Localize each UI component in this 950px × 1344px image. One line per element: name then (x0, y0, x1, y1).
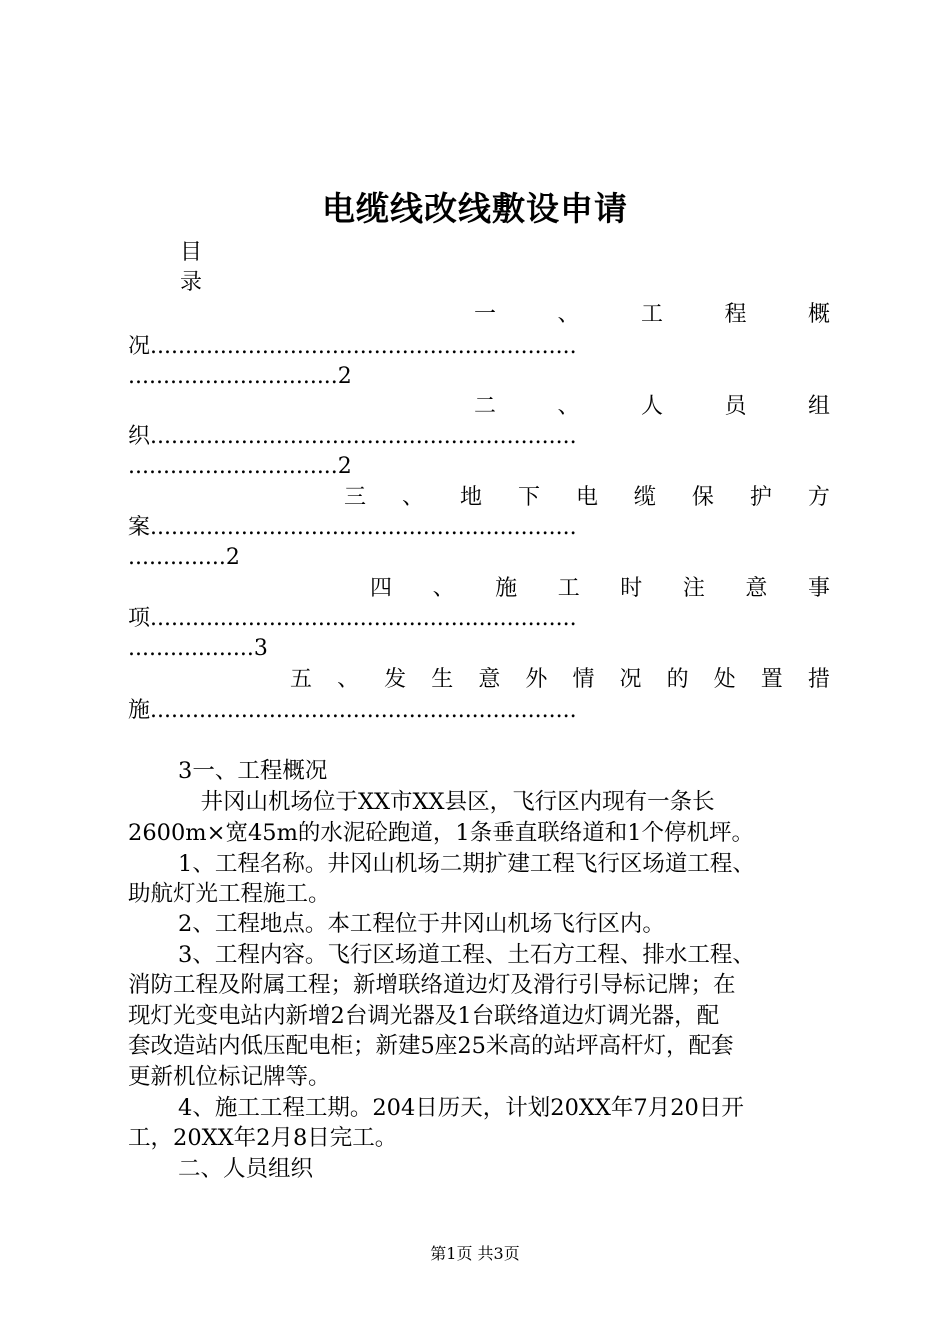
document-title: 电缆线改线敷设申请 (322, 189, 628, 228)
section-heading-2: 二、人员组织 (178, 1156, 314, 1182)
toc-entry-3-title: 三 、 地 下 电 缆 保 护 方 (344, 485, 830, 510)
toc-entry-2-title: 二 、 人 员 组 (474, 394, 830, 419)
toc-heading-line1: 目 (180, 240, 203, 265)
toc-entry-1-page: ..............................2 (128, 364, 352, 389)
body-line: 消防工程及附属工程；新增联络道边灯及滑行引导标记牌；在 (128, 972, 736, 998)
body-line: 助航灯光工程施工。 (128, 881, 331, 907)
body-line: 2、工程地点。本工程位于井冈山机场飞行区内。 (178, 911, 665, 937)
toc-entry-2-page: ..............................2 (128, 454, 352, 479)
toc-entry-4-leader: 项............................................................. (128, 606, 577, 631)
body-line: 1、工程名称。井冈山机场二期扩建工程飞行区场道工程、 (178, 851, 755, 877)
toc-entry-4-title: 四 、 施 工 时 注 意 事 (370, 576, 830, 601)
toc-heading-line2: 录 (180, 270, 203, 295)
toc-entry-1-leader: 况............................................................. (128, 334, 577, 359)
body-line: 2600m×宽45m的水泥砼跑道，1条垂直联络道和1个停机坪。 (128, 820, 755, 846)
body-line: 3、工程内容。飞行区场道工程、土石方工程、排水工程、 (178, 942, 755, 968)
toc-entry-2-leader: 织............................................................. (128, 424, 577, 449)
toc-entry-5-title: 五 、 发 生 意 外 情 况 的 处 置 措 (290, 667, 830, 692)
body-line: 更新机位标记牌等。 (128, 1064, 331, 1090)
toc-entry-3-page: ..............2 (128, 545, 240, 570)
section-heading-1: 3一、工程概况 (178, 758, 328, 784)
toc-entry-1-title: 一 、 工 程 概 (474, 302, 830, 327)
toc-entry-5-leader: 施............................................................. (128, 698, 577, 723)
body-line: 井冈山机场位于XX市XX县区，飞行区内现有一条长 (178, 789, 715, 815)
body-line: 4、施工工程工期。204日历天，计划20XX年7月20日开 (178, 1095, 744, 1121)
toc-entry-3-leader: 案............................................................. (128, 515, 577, 540)
body-line: 现灯光变电站内新增2台调光器及1台联络道边灯调光器，配 (128, 1003, 720, 1029)
body-line: 工，20XX年2月8日完工。 (128, 1125, 398, 1151)
toc-entry-4-page: ..................3 (128, 636, 268, 661)
page-footer: 第1页 共3页 (430, 1244, 520, 1263)
body-line: 套改造站内低压配电柜；新建5座25米高的站坪高杆灯，配套 (128, 1033, 734, 1059)
